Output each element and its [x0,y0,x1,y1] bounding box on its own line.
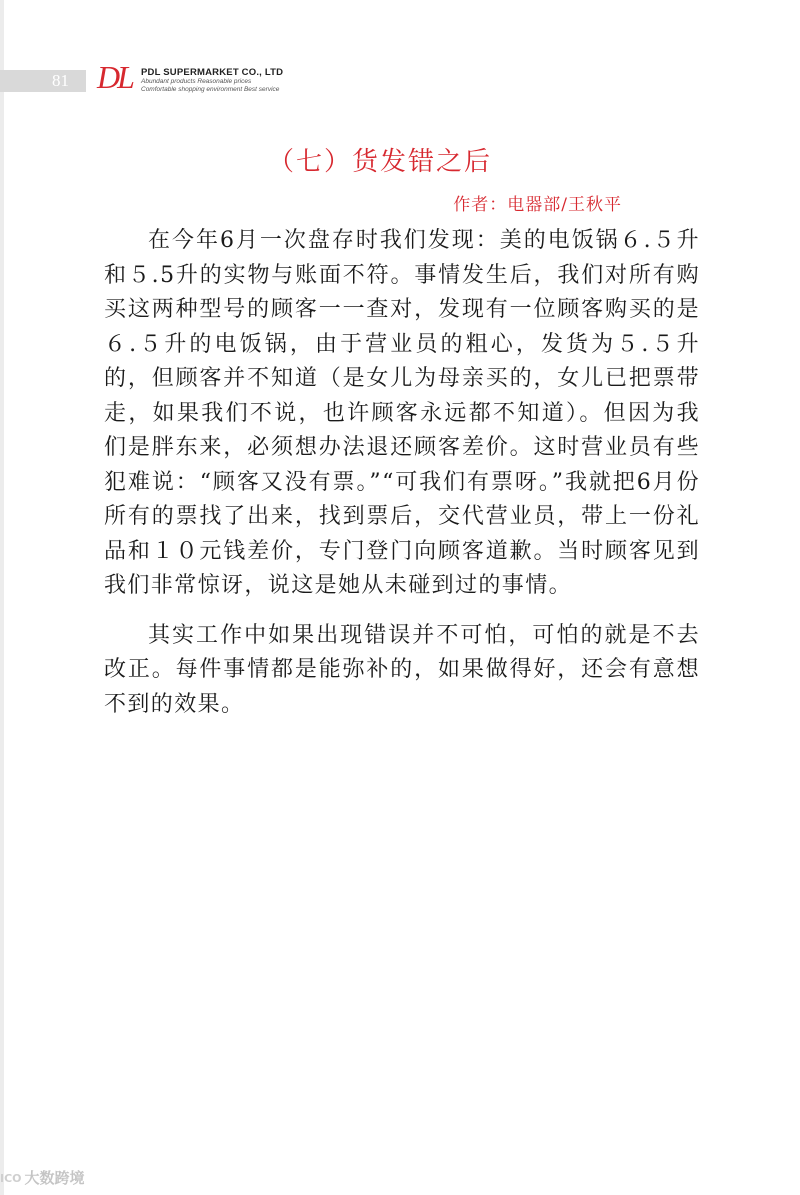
watermark [0,1167,85,1189]
company-logo: DL [97,59,132,95]
page-number: 81 [52,71,69,90]
article-paragraph: 其实工作中如果出现错误并不可怕，可怕的就是不去改正。每件事情都是能弥补的，如果做得好，还会有意想不到的效果。 [104,622,700,717]
camera-icon: ICO [0,1171,22,1185]
header-bar [0,70,86,92]
company-tagline-1: Abundant products Reasonable prices [141,78,252,85]
company-name: PDL SUPERMARKET CO., LTD [141,67,284,78]
article-body [104,224,700,722]
company-tagline-2: Comfortable shopping environment Best service [141,86,280,93]
watermark-text: 大数跨境 [24,1169,85,1187]
article-title: （七）货发错之后 [267,147,492,177]
page-edge [0,0,4,1195]
article-paragraph: 在今年6月一次盘存时我们发现：美的电饭锅６.５升和５.5升的实物与账面不符。事情发生后，我们对所有购买这两种型号的顾客一一查对，发现有一位顾客购买的是６.５升的电饭锅，由于营业员的粗心，发货为５.５升的，但顾客并不知道（是女儿为母亲买的，女儿已把票带走，如果我们不说，也许顾客永远都不知道）。但因为我们是胖东来，必须想办法退还顾客差价。这时营业员有些犯难说：“顾客又没有票。”“可我们有票呀。”我就把6月份所有的票找了出来，找到票后，交代营业员，带上一份礼品和１０元钱差价，专门登门向顾客道歉。当时顾客见到我们非常惊讶，说这是她从未碰到过的事情。 [104,228,700,598]
company-logo-text [141,68,283,94]
article-author: 作者：电器部/王秋平 [453,195,622,215]
